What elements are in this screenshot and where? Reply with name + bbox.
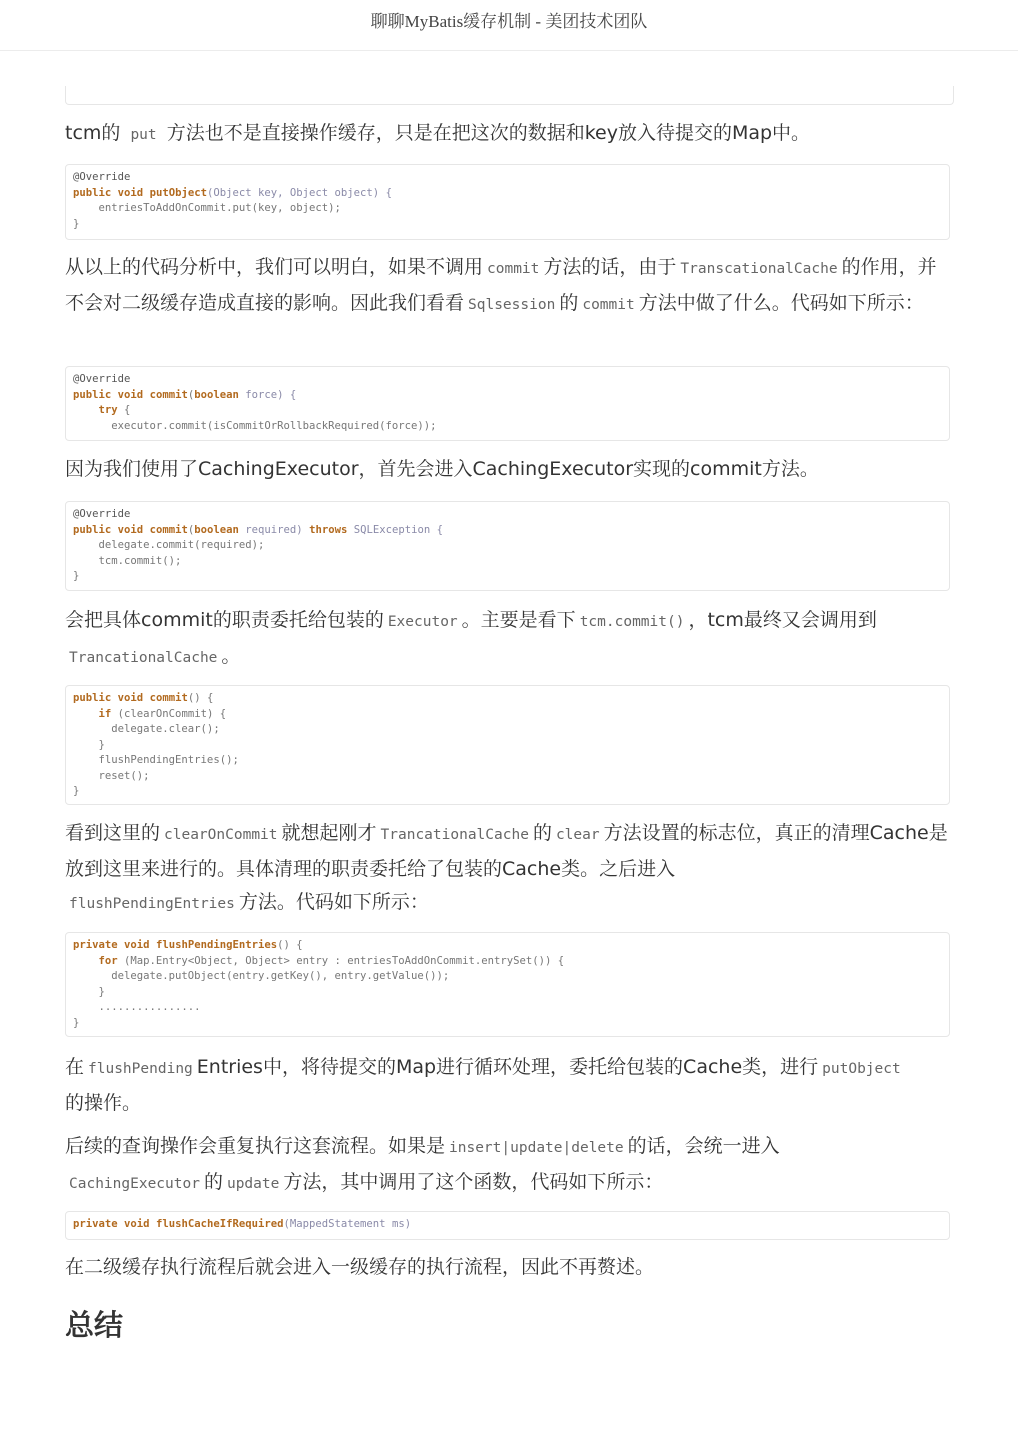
paragraph: 会把具体commit的职责委托给包装的 Executor 。主要是看下 tcm.commit() ，tcm最终又会调用到 TrancationalCache 。 [65,609,877,667]
inline-code: commit [487,261,540,277]
code-block: private void flushPendingEntries() { for (Map.Entry<Object, Object> entry : entriesToAddOnCommit.entrySet()) { delegate.putObject(entry.getKey(), entry.getValue()); } ................ } [65,932,950,1037]
inline-code: CachingExecutor [69,1175,200,1192]
code-block: @Override public void commit(boolean force) { try { executor.commit(isCommitOrRollbackRequired(force)); [65,366,950,441]
inline-code: put [130,127,157,143]
inline-code: TrancationalCache [69,649,218,666]
inline-code: commit [582,296,635,313]
paragraph: 在二级缓存执行流程后就会进入一级缓存的执行流程，因此不再赘述。 [65,1256,655,1278]
inline-code: flushPending [88,1061,193,1077]
inline-code: tcm.commit() [579,614,685,630]
inline-code: putObject [822,1061,901,1077]
code-block: @Override public void putObject(Object key, Object object) { entriesToAddOnCommit.put(key, object); } [65,164,950,240]
inline-code: insert|update|delete [449,1140,624,1156]
code-block: @Override public void commit(boolean required) throws SQLException { delegate.commit(required); tcm.commit(); } [65,501,950,591]
page-header [0,0,1018,51]
previous-code-block-end [65,86,954,105]
section-heading: 总结 [65,1308,124,1342]
paragraph: 在 flushPending Entries中，将待提交的Map进行循环处理，委托给包装的Cache类，进行 putObject 的操作。 [65,1051,952,1120]
code-block: private void flushCacheIfRequired(MappedStatement ms) [65,1211,950,1240]
inline-code: TranscationalCache [680,261,838,277]
inline-code: Sqlsession [468,296,556,313]
inline-code: clearOnCommit [164,827,278,843]
inline-code: TrancationalCache [380,827,529,843]
paragraph: 后续的查询操作会重复执行这套流程。如果是 insert|update|delete 的话，会统一进入 CachingExecutor 的 update 方法，其中调用了这个函数，代码如下所示： [65,1135,780,1193]
inline-code: flushPendingEntries [69,896,235,912]
inline-code: clear [555,827,600,843]
inline-code: Executor [387,614,458,630]
code-block: public void commit() { if (clearOnCommit) { delegate.clear(); } flushPendingEntries(); reset(); } [65,685,950,805]
paragraph: 从以上的代码分析中，我们可以明白，如果不调用 commit 方法的话，由于 TranscationalCache 的作用，并不会对二级缓存造成直接的影响。因此我们看看 Sqlsession 的 commit 方法中做了什么。代码如下所示： [65,256,937,314]
paragraph: 看到这里的 clearOnCommit 就想起刚才 TrancationalCache 的 clear 方法设置的标志位，真正的清理Cache是放到这里来进行的。具体清理的职责委托给了包装的Cache类。之后进入 flushPendingEntries 方法。代码如下所示： [65,822,948,913]
paragraph: tcm的 put 方法也不是直接操作缓存，只是在把这次的数据和key放入待提交的Map中。 [65,122,811,144]
paragraph: 因为我们使用了CachingExecutor，首先会进入CachingExecutor实现的commit方法。 [65,458,819,480]
document-title: 聊聊MyBatis缓存机制 - 美团技术团队 [370,12,648,31]
inline-code: update [226,1175,280,1192]
